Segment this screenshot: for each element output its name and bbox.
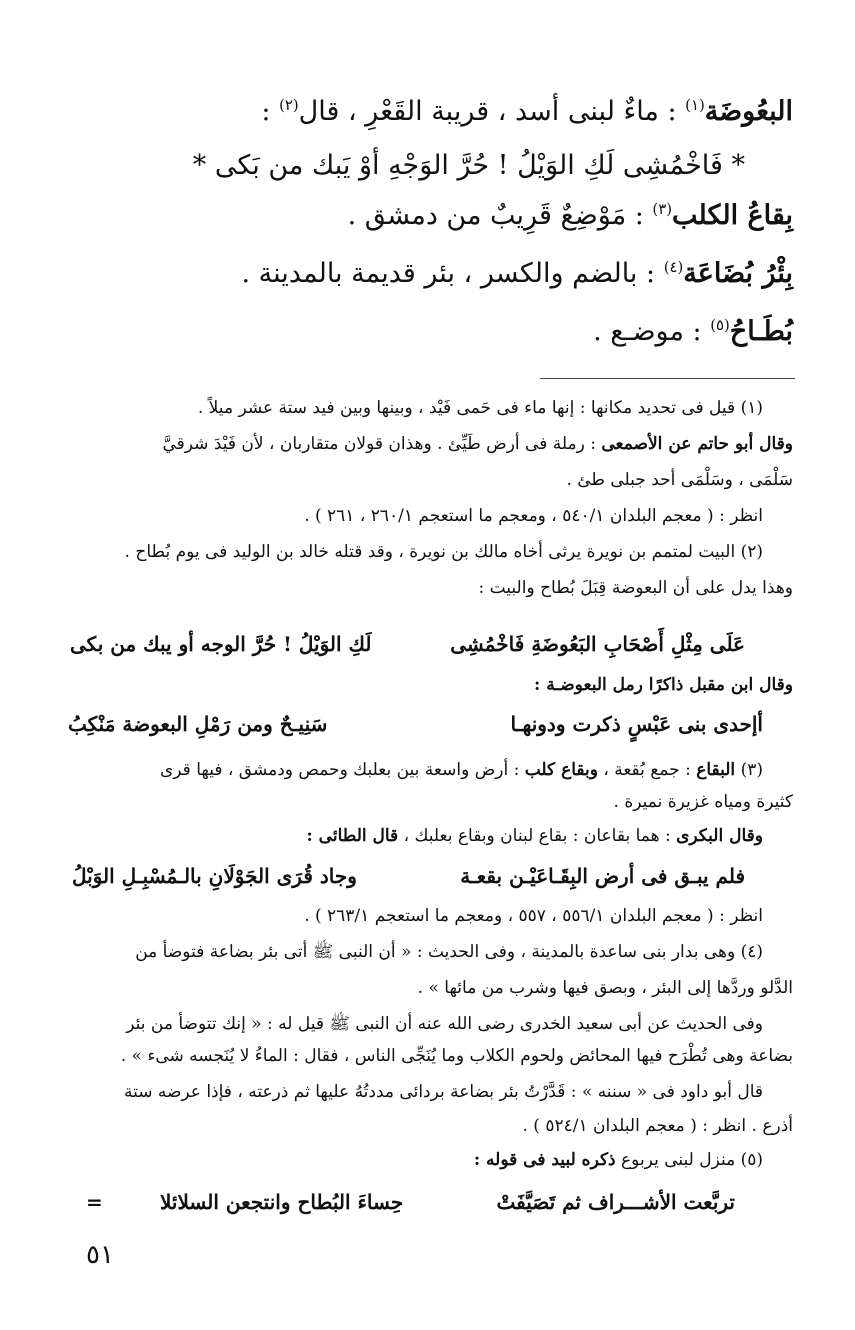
footnote-text: (٤) وهى بدار بنى ساعدة بالمدينة ، وفى الحديث : « أن النبى ﷺ أتى بئر بضاعة فتوضأ من — [135, 942, 763, 962]
verse-right-hemistich — [511, 712, 763, 736]
footnote-line — [125, 542, 763, 562]
verse-text: لَكِ الوَيْلُ ! حُرَّ الوجه أو يبك من بكى — [70, 632, 372, 656]
entry-head: بُطَـاحُ — [729, 316, 793, 347]
footnote-text: انظر : ( معجم البلدان ٥٤٠/١ ، ومعجم ما استعجم ٢٦٠/١ ، ٢٦١ ) . — [304, 506, 763, 526]
footnote-text: وهذا يدل على أن البعوضة قِبَلَ بُطاح والبيت : — [478, 578, 793, 598]
footnote-line — [566, 470, 793, 490]
note-ref: (٤) — [663, 258, 684, 276]
footnote-text: (٥) منزل لبنى يربوع — [615, 1150, 763, 1170]
footnote-bold: وقال البكرى — [676, 826, 763, 846]
verse-left-hemistich — [68, 712, 327, 736]
footnote-line — [306, 826, 763, 846]
footnote-bold: البقاع — [696, 760, 736, 780]
note-ref: (٢) — [279, 96, 299, 114]
footnote-separator — [540, 378, 795, 379]
entry-head: البعُوضَة — [704, 96, 793, 127]
note-ref: (٥) — [710, 316, 730, 334]
footnote-text: (٣) — [735, 760, 763, 780]
verse-text: تربَّعت الأشـــراف ثم تَصَيَّفَتْ — [496, 1190, 735, 1214]
footnote-bold: وقال أبو حاتم عن الأصمعى — [601, 434, 793, 454]
entry-baauda — [261, 96, 793, 128]
verse-left-hemistich — [72, 864, 357, 888]
verse-text: أإحدى بنى عَبْسٍ ذكرت ودونهـا — [510, 712, 763, 736]
entry-biqa-alkalb — [348, 200, 793, 232]
footnote-line — [124, 1082, 763, 1102]
entry-bir-budaa — [242, 258, 793, 290]
footnote-text: (٢) البيت لمتمم بن نويرة يرثى أخاه مالك بن نويرة ، وقد قتله خالد بن الوليد فى يوم بُطاح . — [124, 542, 763, 562]
footnote-line — [304, 906, 763, 926]
footnote-line — [474, 1150, 763, 1170]
footnote-text: : هما بقاعان : بقاع لبنان وبقاع بعلبك ، — [398, 826, 677, 846]
verse-left-hemistich — [70, 632, 371, 656]
footnote-line — [121, 1046, 793, 1066]
verse-right-hemistich — [450, 632, 745, 656]
footnote-line — [304, 506, 763, 526]
note-ref: (١) — [685, 96, 705, 114]
footnote-line — [163, 434, 794, 454]
page-number — [86, 1240, 114, 1271]
footnote-line — [614, 792, 793, 812]
entry-head: بِقاعُ الكلب — [672, 200, 793, 231]
verse-text: عَلَى مِثْلِ أَصْحَابِ البَعُوضَةِ فَاخْمُشِى — [450, 632, 745, 656]
footnote-line — [135, 942, 763, 962]
entry-text: : مَوْضِعٌ قَرِيبٌ من دمشق . — [347, 200, 653, 231]
page-number-text: ٥١ — [86, 1240, 114, 1270]
footnote-bold: وقال ابن مقبل ذاكرًا رمل البعوضـة : — [534, 675, 793, 695]
verse-text: * فَاخْمُشِى لَكِ الوَيْلُ ! حُرَّ الوَجْهِ أوْ يَبك من بَكى * — [192, 150, 745, 181]
continuation-mark — [86, 1190, 103, 1214]
footnote-text: الدَّلو وردَّها إلى البئر ، وبصق فيها وشرب من مائها » . — [417, 978, 793, 998]
footnote-line — [198, 398, 763, 418]
footnote-text: بضاعة وهى تُطْرَح فيها المحائض ولحوم الكلاب وما يُنَجِّى الناس ، فقال : الماءُ لا يُنَجسه شىء » . — [120, 1046, 793, 1066]
verse-text: حِساءَ البُطاح وانتجعن السلائلا — [160, 1190, 404, 1214]
footnote-text: قال أبو داود فى « سننه » : قَدَّرْتُ بئر بضاعة بردائى مددتُهُ عليها ثم ذرعته ، فإذا عرضه ستة — [123, 1082, 763, 1102]
entry-butah — [593, 316, 793, 348]
footnote-text: : أرض واسعة بين بعلبك وحمص ودمشق ، فيها قرى — [159, 760, 525, 780]
footnote-text: : رملة فى أرض طَيِّئ . وهذان قولان متقاربان ، لأن فَيْدَ شرقيَّ — [162, 434, 602, 454]
verse-text: سَنِيـحٌ ومن رَمْلِ البعوضة مَنْكِبُ — [68, 712, 328, 736]
footnote-line — [418, 978, 793, 998]
entry-tail: : — [261, 96, 280, 127]
footnote-text: أذرع . انظر : ( معجم البلدان ٥٢٤/١ ) . — [522, 1116, 793, 1136]
footnote-line — [534, 675, 793, 695]
entry-text: : موضـع . — [593, 316, 711, 347]
footnote-text: كثيرة ومياه غزيرة نميرة . — [613, 792, 793, 812]
verse-left-hemistich — [160, 1190, 403, 1214]
footnote-bold: وبقاع كلب — [524, 760, 598, 780]
verse-right-hemistich — [460, 864, 745, 888]
footnote-text: : جمع بُقعة ، — [597, 760, 697, 780]
footnote-text: (١) قيل فى تحديد مكانها : إنها ماء فى حَمى فَيْد ، وبينها وبين فيد ستة عشر ميلاً . — [197, 398, 763, 418]
verse-text: وجاد قُرَى الجَوْلَانِ بالـمُسْبِـلِ الوَبْلُ — [72, 864, 357, 888]
footnote-text: وفى الحديث عن أبى سعيد الخدرى رضى الله عنه أن النبى ﷺ قيل له : « إنك تتوضأ من بئر — [126, 1014, 763, 1034]
footnote-line — [126, 1014, 763, 1034]
entry-verse — [193, 150, 745, 182]
note-ref: (٣) — [652, 200, 672, 218]
footnote-line — [160, 760, 763, 780]
footnote-text: انظر : ( معجم البلدان ٥٥٦/١ ، ٥٥٧ ، ومعجم ما استعجم ٢٦٣/١ ) . — [304, 906, 763, 926]
entry-text: : بالضم والكسر ، بئر قديمة بالمدينة . — [241, 258, 664, 289]
footnote-bold: ذكره لبيد فى قوله : — [473, 1150, 616, 1170]
verse-right-hemistich — [496, 1190, 735, 1214]
footnote-text: سَلْمَى ، وسَلْمَى أحد جبلى طئ . — [566, 470, 793, 490]
entry-text: : ماءٌ لبنى أسد ، قريبة القَعْرِ ، قال — [298, 96, 686, 127]
continuation-text: = — [86, 1190, 103, 1214]
footnote-bold: قال الطائى : — [306, 826, 399, 846]
footnote-line — [522, 1116, 793, 1136]
verse-text: فلم يبـق فى أرض البِقَـاعَيْـن بقعـة — [460, 864, 745, 888]
entry-head: بِئْرُ بُضَاعَة — [683, 258, 793, 289]
footnote-line — [478, 578, 793, 598]
